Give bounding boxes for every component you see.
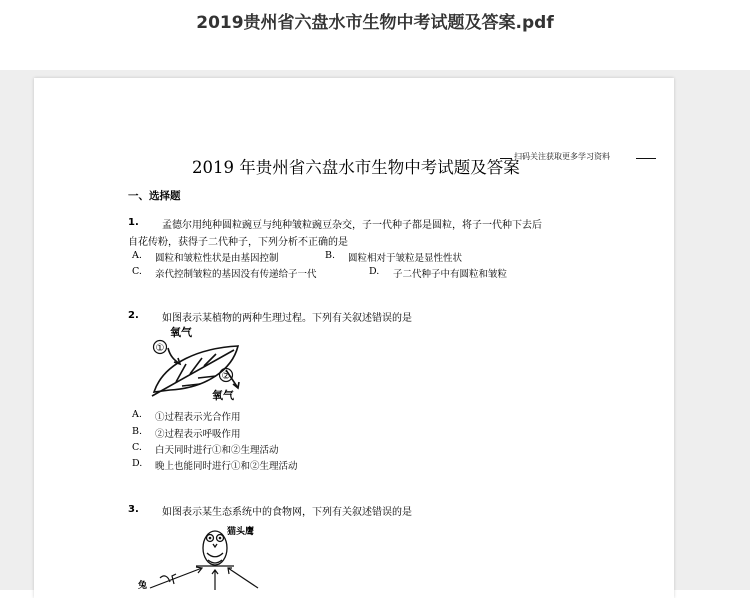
- file-title: 2019贵州省六盘水市生物中考试题及答案.pdf: [196, 13, 554, 33]
- q2-option-b-letter: B.: [132, 426, 143, 437]
- mark-1: ①: [155, 343, 165, 354]
- q1-option-b-letter: B.: [325, 250, 336, 261]
- q1-option-b: 圆粒相对于皱粒是显性性状: [348, 253, 463, 264]
- mark-2: ②: [221, 371, 231, 382]
- q1-option-c-letter: C.: [132, 266, 142, 277]
- question-2-number: 2.: [128, 310, 139, 321]
- q2-option-c: 白天同时进行①和②生理活动: [155, 445, 279, 456]
- question-3-text: 如图表示某生态系统中的食物网，下列有关叙述错误的是: [162, 507, 412, 518]
- label-oxygen-bottom: 氧气: [212, 389, 234, 402]
- q1-option-d-letter: D.: [369, 266, 380, 277]
- label-owl: 猫头鹰: [227, 527, 255, 537]
- leaf-figure: [146, 324, 250, 402]
- section-heading: 一、选择题: [128, 190, 181, 202]
- q1-option-d: 子二代种子中有圆粒和皱粒: [393, 269, 508, 280]
- question-1-number: 1.: [128, 217, 139, 228]
- side-note-line-right: [636, 158, 656, 159]
- food-web-arrows: [150, 567, 258, 590]
- q1-option-a: 圆粒和皱粒性状是由基因控制: [155, 253, 279, 264]
- q2-option-a-letter: A.: [132, 409, 142, 420]
- q1-option-a-letter: A.: [132, 250, 142, 261]
- q2-option-c-letter: C.: [132, 442, 142, 453]
- question-1-text-line-2: 自花传粉，获得子二代种子，下列分析不正确的是: [128, 237, 348, 248]
- q2-option-a: ①过程表示光合作用: [155, 412, 241, 423]
- food-web-figure: [130, 518, 300, 590]
- document-title: 2019 年贵州省六盘水市生物中考试题及答案: [192, 158, 520, 177]
- question-2-text: 如图表示某植物的两种生理过程。下列有关叙述错误的是: [162, 313, 412, 324]
- owl-eye-right: [219, 537, 222, 540]
- question-3-number: 3.: [128, 504, 139, 515]
- owl-eye-left: [209, 537, 212, 540]
- pdf-page: [34, 78, 674, 598]
- side-note: 扫码关注获取更多学习资料: [514, 152, 610, 161]
- q2-option-d: 晚上也能同时进行①和②生理活动: [155, 461, 298, 472]
- label-rabbit: 兔: [138, 581, 148, 590]
- q1-option-c: 亲代控制皱粒的基因没有传递给子一代: [155, 269, 317, 280]
- viewer-header: [0, 0, 750, 70]
- label-oxygen-top: 氧气: [170, 326, 192, 339]
- question-1-text-line-1: 孟德尔用纯种圆粒豌豆与纯种皱粒豌豆杂交，子一代种子都是圆粒，将子一代种下去后: [162, 220, 542, 231]
- q2-option-d-letter: D.: [132, 458, 143, 469]
- q2-option-b: ②过程表示呼吸作用: [155, 429, 241, 440]
